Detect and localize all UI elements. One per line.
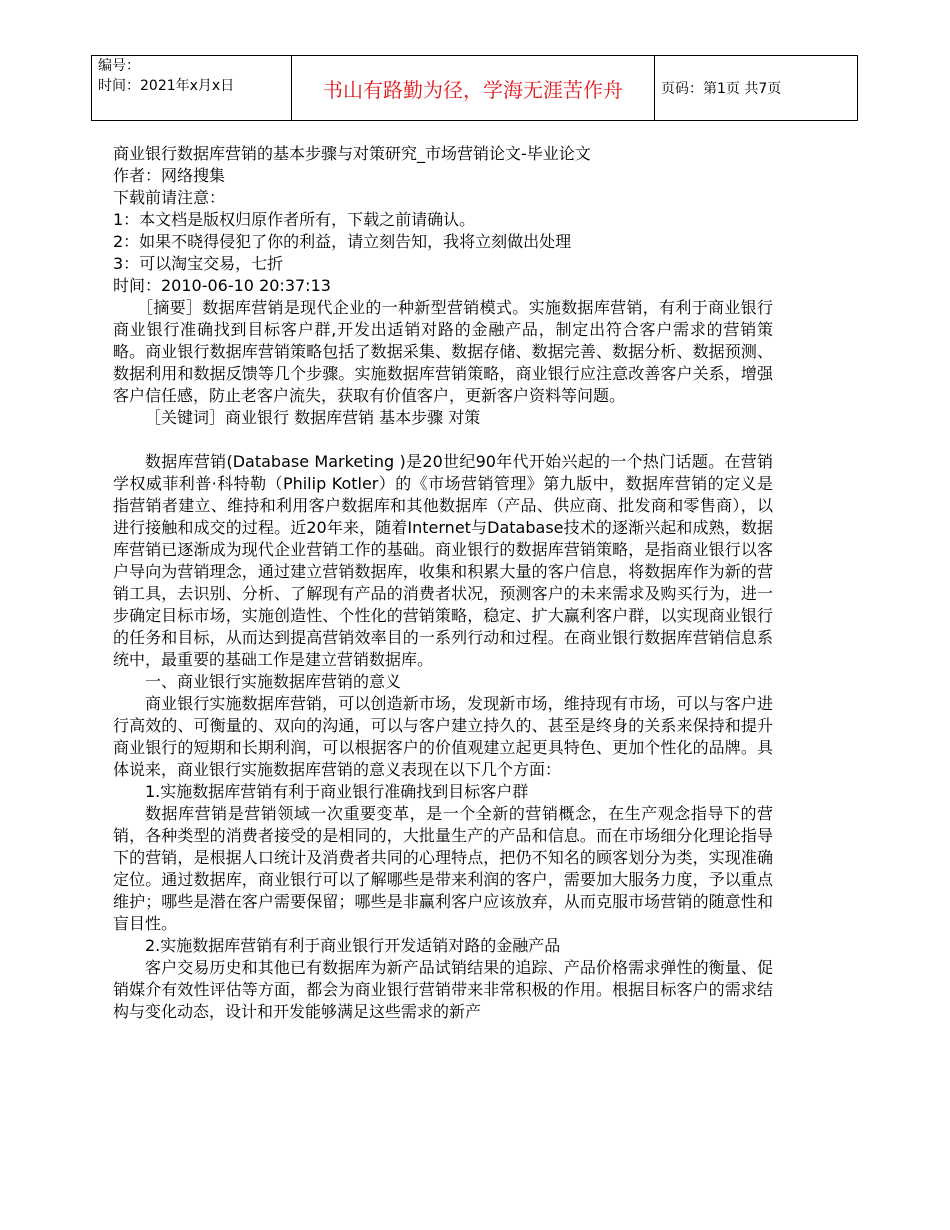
subsection-heading: 1.实施数据库营销有利于商业银行准确找到目标客户群 bbox=[145, 782, 529, 801]
subsection-paragraph: 数据库营销是营销领域一次重要变革，是一个全新的营销概念，在生产观念指导下的营销，各种类型的消费者接受的是相同的，大批量生产的产品和信息。而在市场细分化理论指导下的营销，是根据人口统计及消费者共同的心理特点，把仍不知名的顾客划分为类，实现准确定位。通过数据库，商业银行可以了解哪些是带来利润的客户，需要加大服务力度，予以重点维护；哪些是潜在客户需要保留；哪些是非赢利客户应该放弃，从而克服市场营销的随意性和盲目性。 bbox=[113, 804, 773, 933]
subsection-heading: 2.实施数据库营销有利于商业银行开发适销对路的金融产品 bbox=[145, 936, 561, 955]
time-label: 时间：2021年x月x日 bbox=[98, 78, 235, 94]
notice-item: 2：如果不晓得侵犯了你的利益，请立刻告知，我将立刻做出处理 bbox=[113, 232, 572, 251]
motto-text: 书山有路勤为径，学海无涯苦作舟 bbox=[323, 77, 623, 102]
document-title: 商业银行数据库营销的基本步骤与对策研究_市场营销论文-毕业论文 bbox=[113, 144, 591, 163]
abstract-paragraph: ［摘要］数据库营销是现代企业的一种新型营销模式。实施数据库营销，有利于商业银行商业银行准确找到目标客户群,开发出适销对路的金融产品，制定出符合客户需求的营销策略。商业银行数据库营销策略包括了数据采集、数据存储、数据完善、数据分析、数据预测、数据利用和数据反馈等几个步骤。实施数据库营销策略，商业银行应注意改善客户关系，增强客户信任感，防止老客户流失，获取有价值客户，更新客户资料等问题。 bbox=[113, 298, 773, 405]
intro-paragraph: 数据库营销(Database Marketing )是20世纪90年代开始兴起的一个热门话题。在营销学权威菲利普·科特勒（Philip Kotler）的《市场营销管理》第九版中，数据库营销的定义是指营销者建立、维持和利用客户数据库和其他数据库（产品、供应商、批发商和零售商），以进行接触和成交的过程。近20年来，随着Internet与Database技术的逐渐兴起和成熟，数据库营销已逐渐成为现代企业营销工作的基础。商业银行的数据库营销策略，是指商业银行以客户导向为营销理念，通过建立营销数据库，收集和积累大量的客户信息，将数据库作为新的营销工具，去识别、分析、了解现有产品的消费者状况，预测客户的未来需求及购买行为，进一步确定目标市场，实施创造性、个性化的营销策略，稳定、扩大赢利客户群，以实现商业银行的任务和目标，从而达到提高营销效率目的一系列行动和过程。在商业银行数据库营销信息系统中，最重要的基础工作是建立营销数据库。 bbox=[113, 452, 773, 669]
spacer bbox=[113, 429, 773, 451]
time-line: 时间：2010-06-10 20:37:13 bbox=[113, 276, 331, 295]
document-body bbox=[113, 143, 773, 1023]
page-info: 页码：第1页 共7页 bbox=[661, 81, 782, 97]
notice-heading: 下载前请注意： bbox=[113, 188, 226, 207]
notice-item: 1：本文档是版权归原作者所有，下载之前请确认。 bbox=[113, 210, 476, 229]
subsection-paragraph: 客户交易历史和其他已有数据库为新产品试销结果的追踪、产品价格需求弹性的衡量、促销媒介有效性评估等方面，都会为商业银行营销带来非常积极的作用。根据目标客户的需求结构与变化动态，设计和开发能够满足这些需求的新产 bbox=[113, 958, 773, 1021]
author-line: 作者：网络搜集 bbox=[113, 166, 226, 185]
section-paragraph: 商业银行实施数据库营销，可以创造新市场，发现新市场，维持现有市场，可以与客户进行高效的、可衡量的、双向的沟通，可以与客户建立持久的、甚至是终身的关系来保持和提升商业银行的短期和长期利润，可以根据客户的价值观建立起更具特色、更加个性化的品牌。具体说来，商业银行实施数据库营销的意义表现在以下几个方面： bbox=[113, 694, 773, 779]
serial-label: 编号： bbox=[98, 58, 140, 74]
keywords-line: ［关键词］商业银行 数据库营销 基本步骤 对策 bbox=[145, 408, 481, 427]
header-left-cell bbox=[92, 56, 292, 121]
page-info-cell bbox=[655, 56, 858, 121]
motto-cell bbox=[292, 56, 655, 121]
header-table bbox=[91, 55, 858, 121]
notice-item: 3：可以淘宝交易，七折 bbox=[113, 254, 284, 273]
section-heading: 一、商业银行实施数据库营销的意义 bbox=[145, 672, 402, 691]
